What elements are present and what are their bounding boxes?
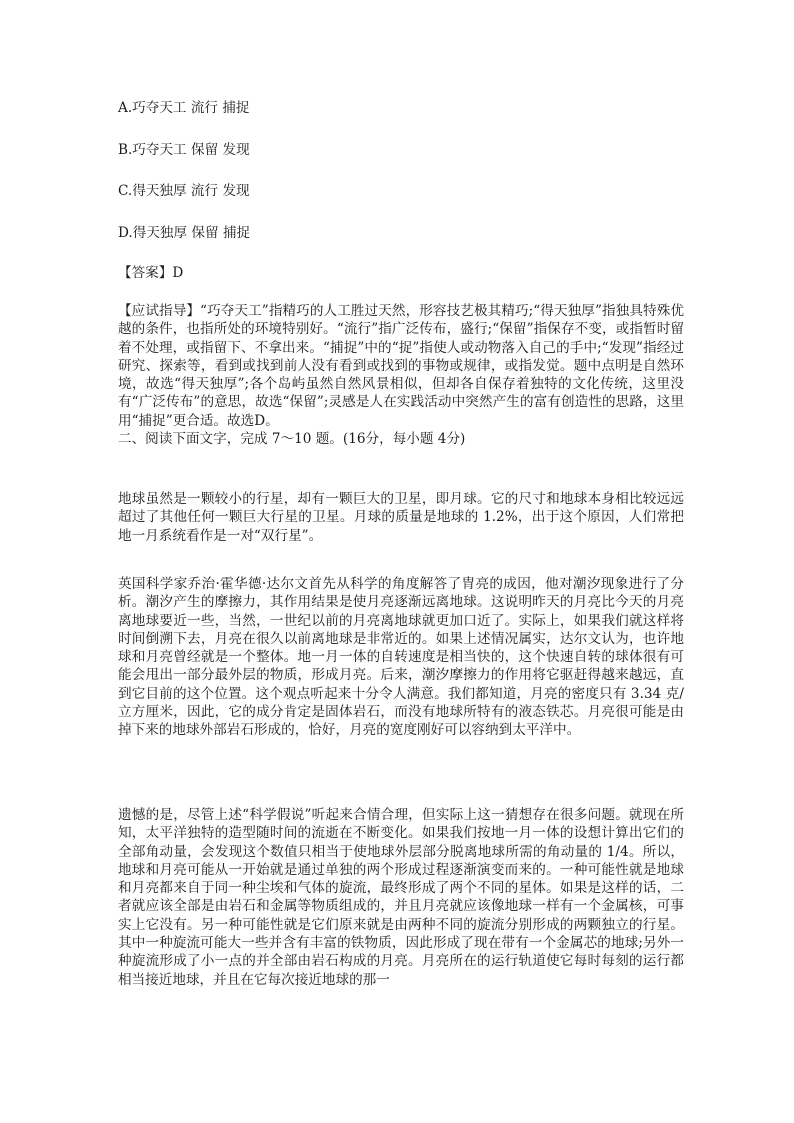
passage-paragraph-2: 英国科学家乔治·霍华德·达尔文首先从科学的角度解答了胄亮的成因，他对潮汐现象进行了分析。潮汐产生的摩擦力，其作用结果是使月亮逐渐远离地球。这说明昨天的月亮比今天的月亮离地球要近一些，当然，一世纪以前的月亮离地球就更加口近了。实际上，如果我们就这样将时间倒溯下去，月亮在很久以前离地球是非常近的。如果上述情况属实，达尔文认为，也许地球和月亮曾经就是一个整体。地一月一体的自转速度是相当快的，这个快速自转的球体很有可能会甩出一部分最外层的物质，形成月亮。后来，潮汐摩擦力的作用将它驱赶得越来越远，直到它目前的这个位置。这个观点听起来十分令人满意。我们都知道，月亮的密度只有 3.34 克/立方厘米，因此，它的成分肯定是固体岩石，而没有地球所特有的液态铁芯。月亮很可能是由掉下来的地球外部岩石形成的，恰好，月亮的宽度刚好可以容纳到太平洋中。 <box>118 576 684 739</box>
section-heading: 二、阅读下面文字，完成 7～10 题。(16分，每小题 4分) <box>118 431 466 448</box>
passage-paragraph-1: 地球虽然是一颗较小的行星，却有一颗巨大的卫星，即月球。它的尺寸和地球本身相比较远远超过了其他任何一颗巨大行星的卫星。月球的质量是地球的 1.2%，出于这个原因，人们常把地一月系统看作是一对“双行星”。 <box>118 491 684 544</box>
answer-label: 【答案】D <box>118 265 184 281</box>
passage-paragraph-3: 遗憾的是，尽管上述“科学假说”听起来合情合理，但实际上这一猜想存在很多问题。就现在所知，太平洋独特的造型随时间的流逝在不断变化。如果我们按地一月一体的设想计算出它们的全部角动量，会发现这个数值只相当于使地球外层部分脱离地球所需的角动量的 1/4。所以，地球和月亮可能从一开始就是通过单独的两个形成过程逐渐演变而来的。一种可能性就是地球和月亮都来自于同一种尘埃和气体的旋流，最终形成了两个不同的星体。如果是这样的话，二者就应该全部是由岩石和金属等物质组成的，并且月亮就应该像地球一样有一个金属核，可事实上它没有。另一种可能性就是它们原来就是由两种不同的旋流分别形成的两颗独立的行星。其中一种旋流可能大一些并含有丰富的铁物质，因此形成了现在带有一个金属芯的地球;另外一种旋流形成了小一点的并全部由岩石构成的月亮。月亮所在的运行轨道使它每时每刻的运行都相当接近地球，并且在它每次接近地球的那一 <box>118 807 684 988</box>
explanation-text: 【应试指导】“巧夺天工”指精巧的人工胜过天然，形容技艺极其精巧;“得天独厚”指独具特殊优越的条件，也指所处的环境特别好。“流行”指广泛传布，盛行;“保留”指保存不变，或指暂时留着不处理，或指留下、不拿出来。“捕捉”中的“捉”指使人或动物落入自己的手中;“发现”指经过研究、探索等，看到或找到前人没有看到或找到的事物或规律，或指发觉。题中点明是自然环境，故选“得天独厚”;各个岛屿虽然自然风景相似，但却各自保存着独特的文化传统，这里没有“广泛传布”的意思，故选“保留”;灵感是人在实践活动中突然产生的富有创造性的思路，这里用“捕捉”更合适。故选D。 <box>118 303 684 429</box>
option-b: B.巧夺天工 保留 发现 <box>118 142 250 158</box>
option-c: C.得天独厚 流行 发现 <box>118 183 250 199</box>
option-d: D.得天独厚 保留 捕捉 <box>118 225 251 241</box>
explanation-paragraph <box>118 302 684 448</box>
option-a: A.巧夺天工 流行 捕捉 <box>118 100 250 116</box>
